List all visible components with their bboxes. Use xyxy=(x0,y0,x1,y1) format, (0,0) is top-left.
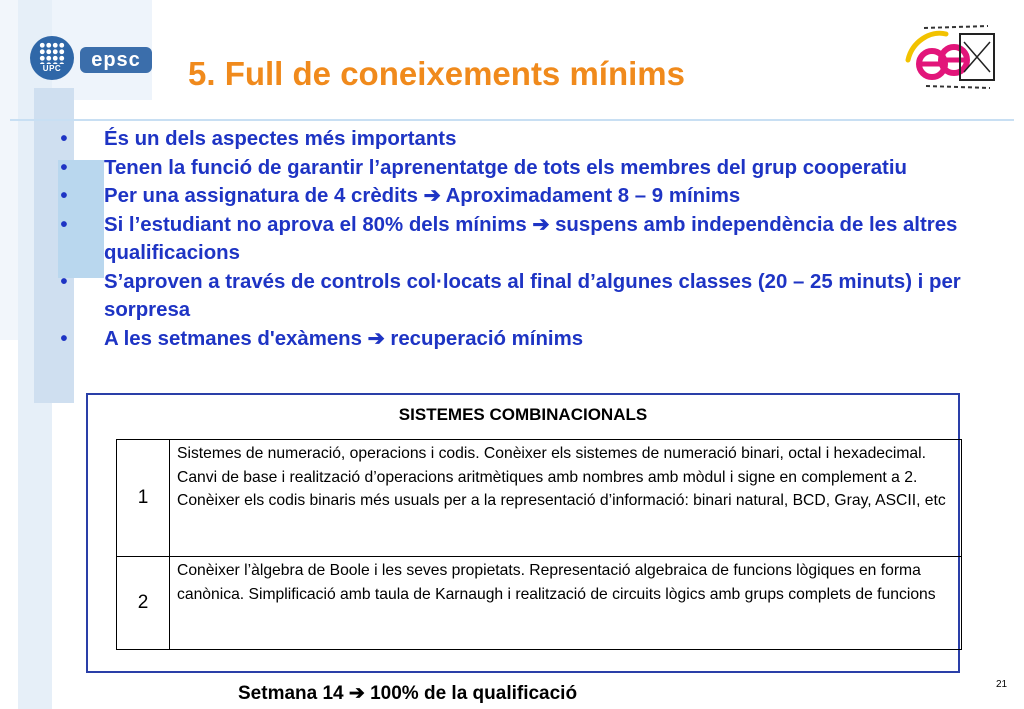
row-description: Sistemes de numeració, operacions i codis. Conèixer els sistemes de numeració binari, octal i hexadecimal. Canvi de base i realització d’operacions aritmètiques amb nombres amb mòdul i signe en complement a 2. Conèixer els codis binaris més usuals per a la representació d’informació: binari natural, BCD, Gray, ASCII, etc xyxy=(177,445,946,509)
bullet-marker: • xyxy=(60,270,68,293)
eee-logo xyxy=(902,20,998,94)
bullet-item xyxy=(56,182,976,211)
bullet-text: Tenen la funció de garantir l’aprenentatge de tots els membres del grup cooperatiu xyxy=(104,156,907,179)
bullet-list xyxy=(56,125,976,353)
table-title: SISTEMES COMBINACIONALS xyxy=(398,405,648,424)
page-title: 5. Full de coneixements mínims xyxy=(188,55,685,92)
bullet-text: Per una assignatura de 4 crèdits ➔ Aproximadament 8 – 9 mínims xyxy=(104,185,741,207)
bullet-marker: • xyxy=(60,128,68,150)
page-number: 21 xyxy=(996,679,1008,690)
upc-logo-dots xyxy=(39,42,65,64)
bullet-item xyxy=(56,125,976,154)
header-divider xyxy=(10,119,1014,121)
bullet-item xyxy=(56,268,976,325)
table-row xyxy=(116,556,962,650)
bullet-marker: • xyxy=(60,156,68,179)
bullet-item xyxy=(56,154,976,183)
bullet-item xyxy=(56,211,976,268)
epsc-logo: epsc xyxy=(80,47,152,73)
minimums-table-box xyxy=(86,393,960,673)
background-stripe xyxy=(0,0,18,340)
bullet-marker: • xyxy=(60,327,68,350)
bullet-text: Si l’estudiant no aprova el 80% dels mínims ➔ suspens amb independència de les altres qualificacions xyxy=(104,213,958,264)
row-number: 1 xyxy=(117,440,170,556)
bullet-item xyxy=(56,325,976,354)
footer-note: Setmana 14 ➔ 100% de la qualificació xyxy=(238,683,578,704)
table-row xyxy=(116,439,962,557)
bullet-text: S’aproven a través de controls col·locats al final d’algunes classes (20 – 25 minuts) i per sorpresa xyxy=(104,270,961,321)
bullet-text: És un dels aspectes més importants xyxy=(104,128,457,150)
upc-logo xyxy=(30,36,74,80)
upc-logo-text: UPC xyxy=(42,64,62,73)
bullet-marker: • xyxy=(60,213,68,236)
bullet-marker: • xyxy=(60,185,68,207)
row-description: Conèixer l’àlgebra de Boole i les seves propietats. Representació algebraica de funcions lògiques en forma canònica. Simplificació amb taula de Karnaugh i realització de circuits lògics amb grups complets de funcions xyxy=(177,562,936,603)
row-number: 2 xyxy=(117,557,170,649)
bullet-text: A les setmanes d'exàmens ➔ recuperació mínims xyxy=(104,327,584,350)
